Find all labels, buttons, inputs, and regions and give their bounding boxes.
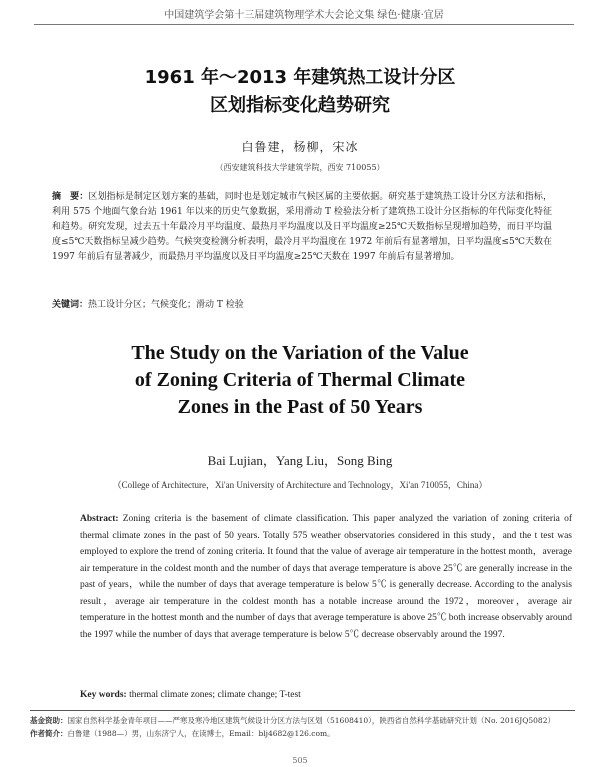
footnotes bbox=[30, 710, 575, 740]
chinese-title-line-2: 区划指标变化趋势研究 bbox=[210, 95, 390, 116]
page-number: 505 bbox=[292, 756, 308, 765]
english-title bbox=[0, 340, 600, 421]
author-bio-text: 白鲁建（1988—）男，山东济宁人，在读博士，Email：blj4682@126.com。 bbox=[67, 729, 335, 738]
chinese-abstract bbox=[52, 190, 552, 265]
chinese-abstract-text: 区划指标是制定区划方案的基础，同时也是划定城市气候区属的主要依据。研究基于建筑热工设计分区方法和指标，利用 575 个地面气象台站 1961 年以来的历史气象数据，采用滑动 T 检验法分析了建筑热工设计分区指标的年代际变化特征和趋势。研究发现，过去五十年最冷月平均温度、最热月平均温度以及日平均温度≥25℃天数指标呈现增加趋势，而日平均温度≤5℃天数指标呈减少趋势。气候突变检测分析表明，最冷月平均温度在 1972 年前后有显著增加，日平均温度≤5℃天数在 1997 年前后有显著减少，而最热月平均温度以及日平均温度≥25℃天数在 1997 年前后有显著增加。 bbox=[52, 192, 552, 262]
chinese-title-line-1: 1961 年～2013 年建筑热工设计分区 bbox=[144, 67, 456, 88]
english-abstract bbox=[80, 511, 572, 643]
chinese-authors: 白鲁建，杨柳，宋冰 bbox=[241, 140, 359, 154]
english-title-line-1: The Study on the Variation of the Value bbox=[131, 342, 469, 364]
english-abstract-label: Abstract: bbox=[80, 514, 119, 524]
english-keywords-text: thermal climate zones; climate change; T-test bbox=[129, 690, 301, 700]
funding-text: 国家自然科学基金青年项目——严寒及寒冷地区建筑气候设计分区方法与区划（51608410），陕西省自然科学基础研究计划（No. 2016JQ5082） bbox=[67, 716, 555, 725]
funding-note bbox=[30, 714, 575, 727]
english-keywords bbox=[80, 690, 572, 700]
english-keywords-label: Key words: bbox=[80, 690, 127, 700]
running-header: 中国建筑学会第十三届建筑物理学术大会论文集 绿色·健康·宜居 bbox=[34, 8, 574, 25]
english-title-line-3: Zones in the Past of 50 Years bbox=[177, 396, 423, 418]
english-abstract-text: Zoning criteria is the basement of climate classification. This paper analyzed the variation of zoning criteria of thermal climate zones in the past of 50 years. Totally 575 weather observatories considered in this study，and the t test was employed to explore the trend of zoning criteria. It found that the value of average air temperature in the hottest month，average air temperature in the coldest month and the number of days that average temperature is above 25℃ are generally increase in the past of years，while the number of days that average temperature is below 5℃ is generally decrease. According to the analysis result，average air temperature in the coldest month has a notable increase around the 1972，moreover，average air temperature in the hottest month and the number of days that average temperature is above 25℃ both increase observably around the 1997 while the number of days that average temperature is below 5℃ decrease observably around the 1997. bbox=[80, 514, 572, 640]
chinese-abstract-label: 摘 要： bbox=[52, 192, 89, 202]
english-title-line-2: of Zoning Criteria of Thermal Climate bbox=[134, 369, 466, 391]
chinese-title bbox=[0, 64, 600, 120]
chinese-keywords-text: 热工设计分区；气候变化；滑动 T 检验 bbox=[88, 300, 244, 310]
english-authors: Bai Lujian，Yang Liu，Song Bing bbox=[207, 453, 393, 468]
author-note bbox=[30, 727, 575, 740]
chinese-keywords-label: 关键词： bbox=[52, 300, 89, 310]
author-bio-label: 作者简介： bbox=[30, 729, 68, 738]
chinese-affiliation: （西安建筑科技大学建筑学院，西安 710055） bbox=[215, 163, 385, 172]
english-affiliation: （College of Architecture，Xi'an University of Architecture and Technology，Xi'an 710055，China） bbox=[112, 480, 488, 490]
chinese-keywords bbox=[52, 298, 552, 312]
funding-label: 基金资助： bbox=[30, 716, 68, 725]
